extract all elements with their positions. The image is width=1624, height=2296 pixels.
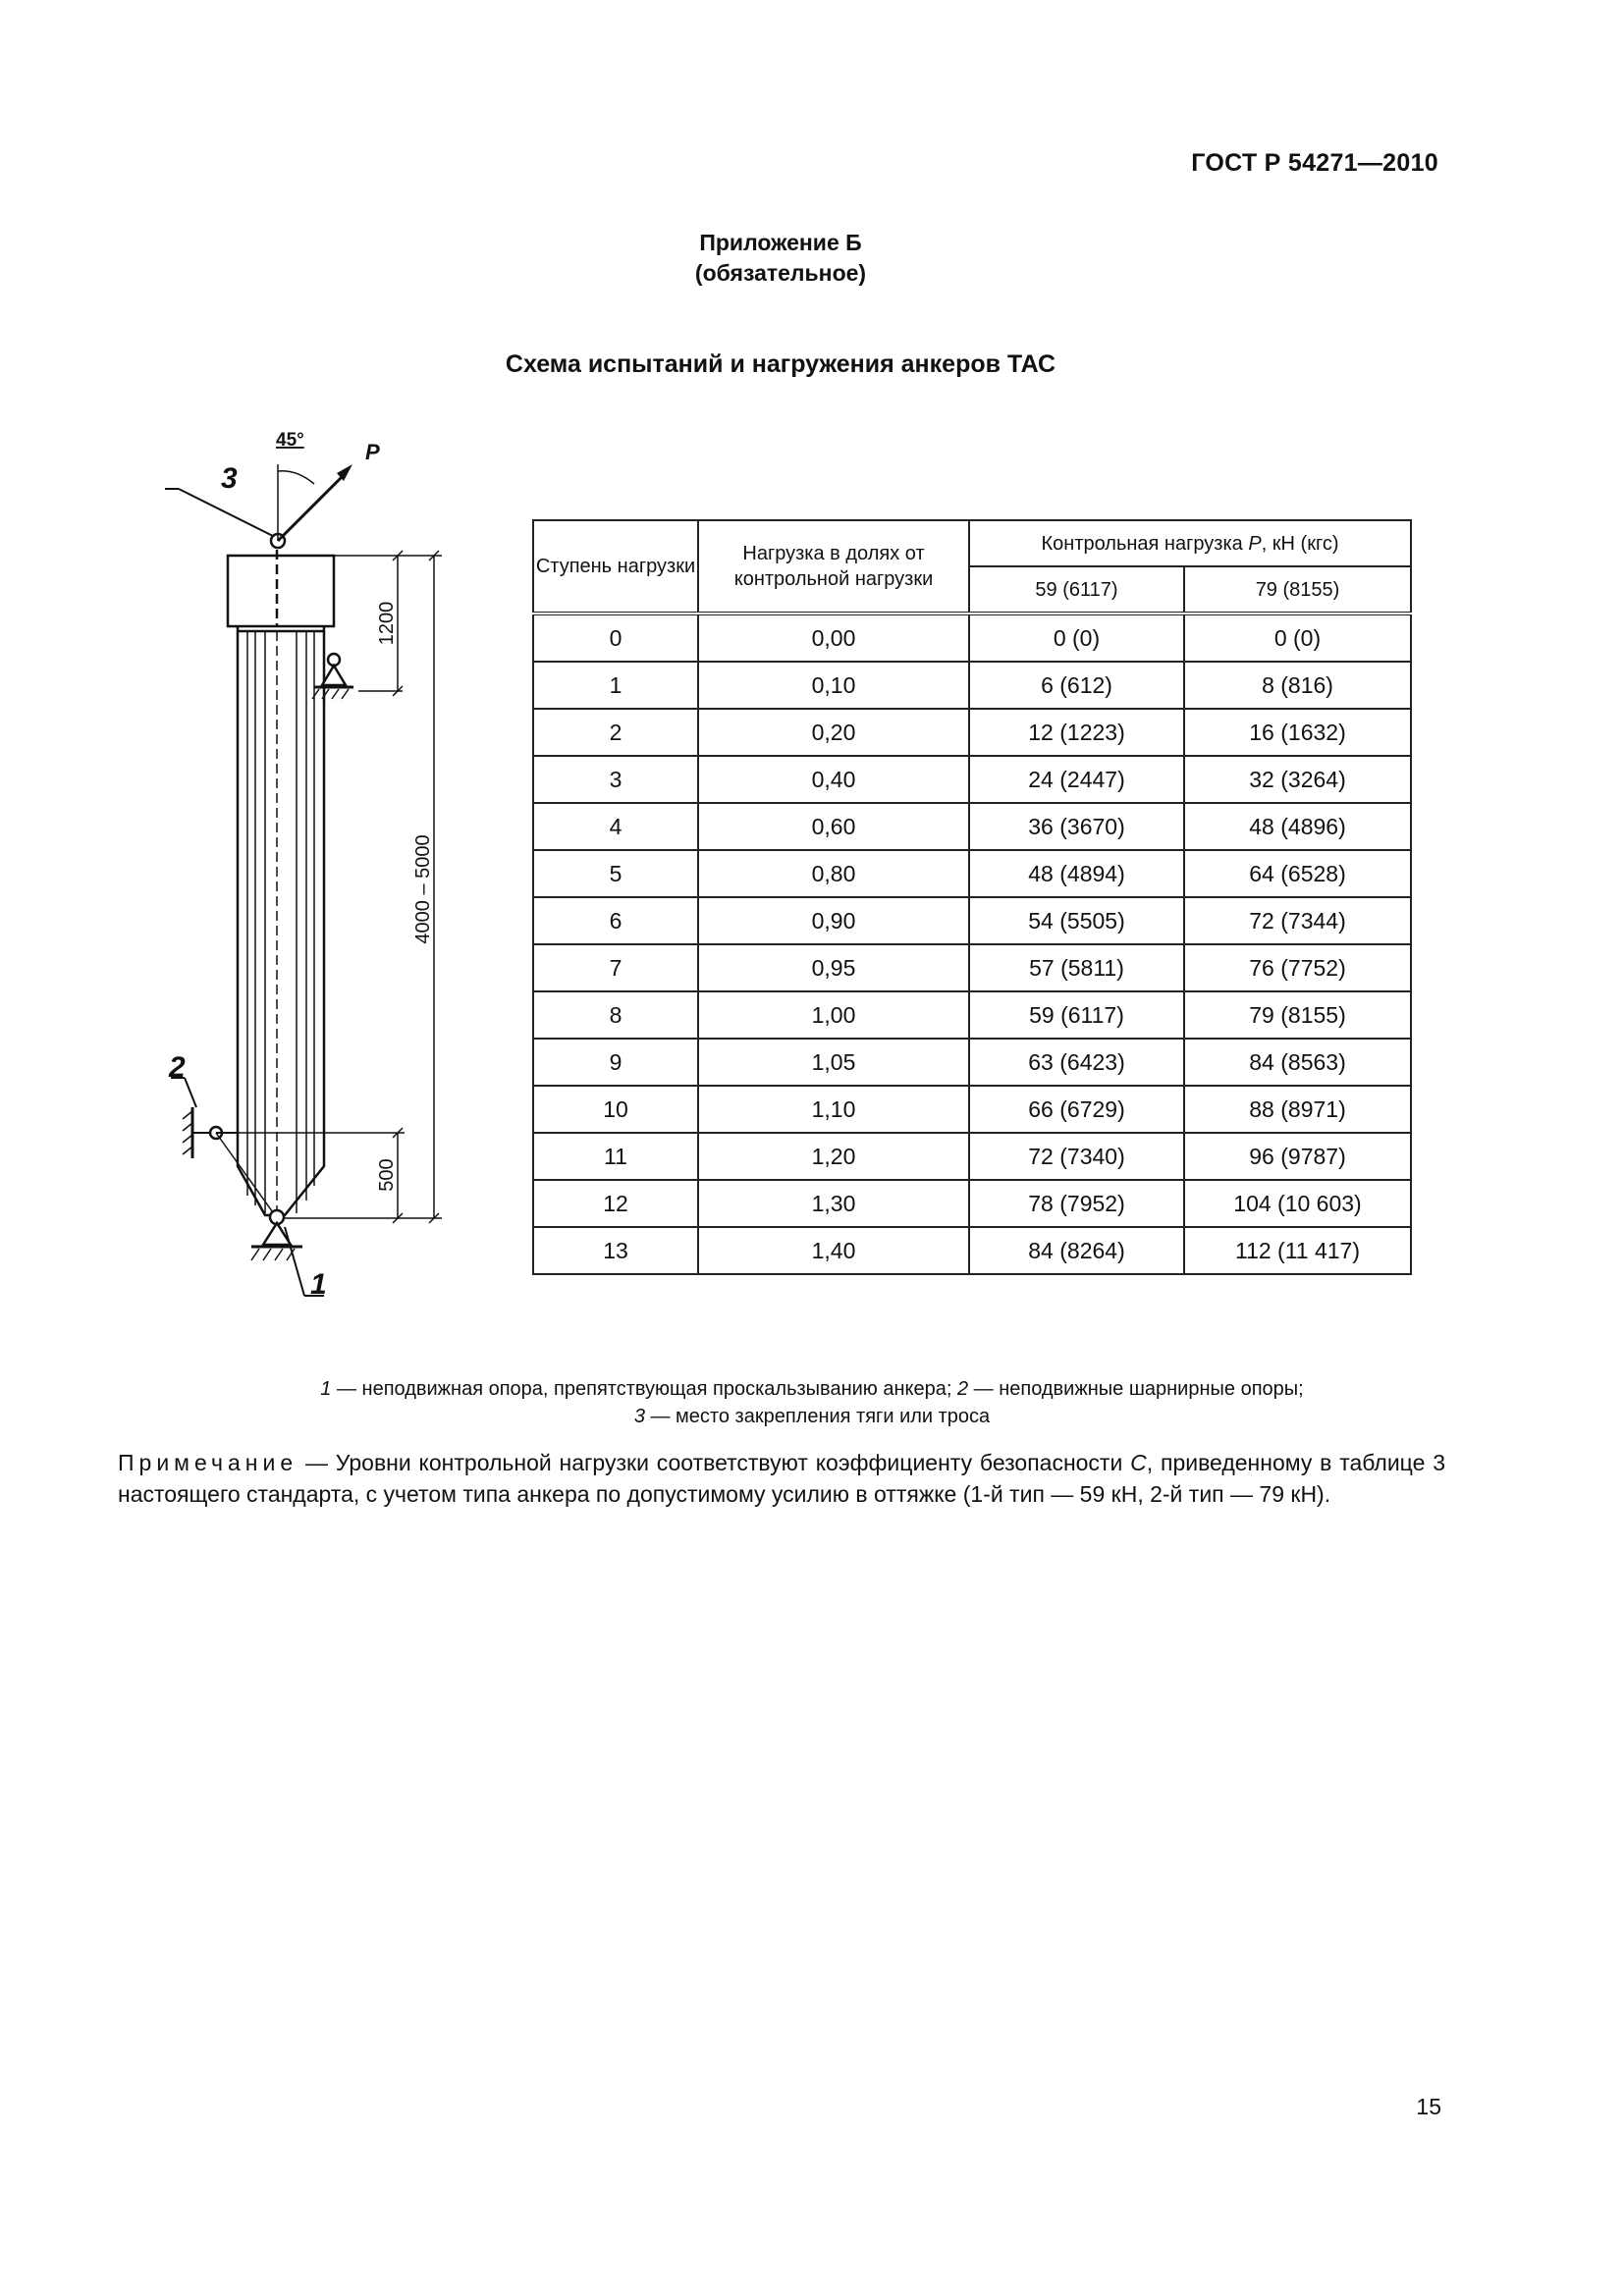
appendix-title: Приложение Б <box>699 230 862 255</box>
table-cell: 12 <box>533 1180 698 1227</box>
table-cell: 84 (8264) <box>969 1227 1184 1274</box>
table-row <box>533 1039 1411 1086</box>
table-row <box>533 1180 1411 1227</box>
table-cell: 12 (1223) <box>969 709 1184 756</box>
table-cell: 48 (4896) <box>1184 803 1411 850</box>
table-cell: 24 (2447) <box>969 756 1184 803</box>
table-cell: 3 <box>533 756 698 803</box>
table-cell: 54 (5505) <box>969 897 1184 944</box>
table-cell: 16 (1632) <box>1184 709 1411 756</box>
callout-3: 3 <box>221 462 238 495</box>
table-cell: 1,30 <box>698 1180 969 1227</box>
table-cell: 5 <box>533 850 698 897</box>
table-row <box>533 803 1411 850</box>
table-cell: 36 (3670) <box>969 803 1184 850</box>
table-row <box>533 1086 1411 1133</box>
table-cell: 6 <box>533 897 698 944</box>
table-row <box>533 897 1411 944</box>
document-standard-header: ГОСТ Р 54271—2010 <box>1191 149 1438 177</box>
page-number: 15 <box>1416 2094 1441 2119</box>
table-cell: 1,40 <box>698 1227 969 1274</box>
appendix-status: (обязательное) <box>694 260 867 286</box>
anchor-test-scheme <box>157 420 471 1304</box>
table-cell: 0 (0) <box>1184 614 1411 662</box>
table-cell: 79 (8155) <box>1184 991 1411 1039</box>
table-cell: 10 <box>533 1086 698 1133</box>
table-row <box>533 709 1411 756</box>
table-cell: 78 (7952) <box>969 1180 1184 1227</box>
table-cell: 8 <box>533 991 698 1039</box>
table-cell: 1 <box>533 662 698 709</box>
table-cell: 0,20 <box>698 709 969 756</box>
header-control-59: 59 (6117) <box>969 566 1184 614</box>
table-cell: 112 (11 417) <box>1184 1227 1411 1274</box>
table-cell: 32 (3264) <box>1184 756 1411 803</box>
table-row <box>533 1227 1411 1274</box>
dimension-1200: 1200 <box>376 601 398 646</box>
table-cell: 88 (8971) <box>1184 1086 1411 1133</box>
table-cell: 0,60 <box>698 803 969 850</box>
table-row <box>533 662 1411 709</box>
table-cell: 72 (7340) <box>969 1133 1184 1180</box>
table-cell: 0,00 <box>698 614 969 662</box>
callout-2: 2 <box>169 1051 186 1084</box>
anchor-body <box>238 626 324 1215</box>
table-cell: 2 <box>533 709 698 756</box>
note-paragraph: Примечание — Уровни контрольной нагрузки соответствуют коэффициенту безопасности С, приведенному в таблице 3 настоящего стандарта, с учетом типа анкера по допустимому усилию в оттяжке (1-й тип — 59 кН, 2-й тип — 79 кН). <box>118 1450 1445 1507</box>
legend-line-1: 1 — неподвижная опора, препятствующая проскальзыванию анкера; 2 — неподвижные шарнирные опоры; <box>320 1378 1304 1400</box>
table-cell: 13 <box>533 1227 698 1274</box>
table-cell: 11 <box>533 1133 698 1180</box>
table-body <box>533 614 1411 1274</box>
table-cell: 104 (10 603) <box>1184 1180 1411 1227</box>
table-cell: 63 (6423) <box>969 1039 1184 1086</box>
table-row <box>533 614 1411 662</box>
table-cell: 1,00 <box>698 991 969 1039</box>
table-cell: 0,10 <box>698 662 969 709</box>
table-cell: 57 (5811) <box>969 944 1184 991</box>
header-control-load: Контрольная нагрузка P, кН (кгс) <box>969 520 1411 566</box>
table-row <box>533 756 1411 803</box>
table-row <box>533 944 1411 991</box>
figure-legend <box>0 1375 1624 1430</box>
header-stage: Ступень нагрузки <box>533 520 698 614</box>
table-cell: 76 (7752) <box>1184 944 1411 991</box>
table-cell: 0,80 <box>698 850 969 897</box>
table-cell: 48 (4894) <box>969 850 1184 897</box>
section-title: Схема испытаний и нагружения анкеров ТАС <box>505 350 1056 378</box>
table-cell: 7 <box>533 944 698 991</box>
table-cell: 4 <box>533 803 698 850</box>
table-cell: 64 (6528) <box>1184 850 1411 897</box>
dimension-4000-5000: 4000 – 5000 <box>412 834 434 944</box>
table-row <box>533 850 1411 897</box>
table-cell: 6 (612) <box>969 662 1184 709</box>
callout-1: 1 <box>310 1268 327 1301</box>
load-steps-table <box>532 519 1412 1275</box>
table-cell: 1,10 <box>698 1086 969 1133</box>
table-cell: 0,95 <box>698 944 969 991</box>
table-cell: 72 (7344) <box>1184 897 1411 944</box>
note-label: Примечание <box>118 1450 298 1475</box>
header-fraction: Нагрузка в долях от контрольной нагрузки <box>698 520 969 614</box>
legend-line-2: 3 — место закрепления тяги или троса <box>633 1406 991 1427</box>
dimension-500: 500 <box>376 1158 398 1192</box>
table-cell: 0,90 <box>698 897 969 944</box>
appendix-heading <box>0 228 1561 289</box>
table-row <box>533 991 1411 1039</box>
header-control-79: 79 (8155) <box>1184 566 1411 614</box>
anchor-head-block <box>228 556 334 626</box>
table-cell: 96 (9787) <box>1184 1133 1411 1180</box>
table-cell: 66 (6729) <box>969 1086 1184 1133</box>
table-cell: 1,05 <box>698 1039 969 1086</box>
table-cell: 0,40 <box>698 756 969 803</box>
table-cell: 59 (6117) <box>969 991 1184 1039</box>
table-row <box>533 1133 1411 1180</box>
table-cell: 0 (0) <box>969 614 1184 662</box>
table-cell: 8 (816) <box>1184 662 1411 709</box>
table-cell: 1,20 <box>698 1133 969 1180</box>
table-cell: 9 <box>533 1039 698 1086</box>
table-cell: 0 <box>533 614 698 662</box>
force-label: P <box>365 440 380 464</box>
angle-label: 45° <box>276 430 304 451</box>
table-cell: 84 (8563) <box>1184 1039 1411 1086</box>
